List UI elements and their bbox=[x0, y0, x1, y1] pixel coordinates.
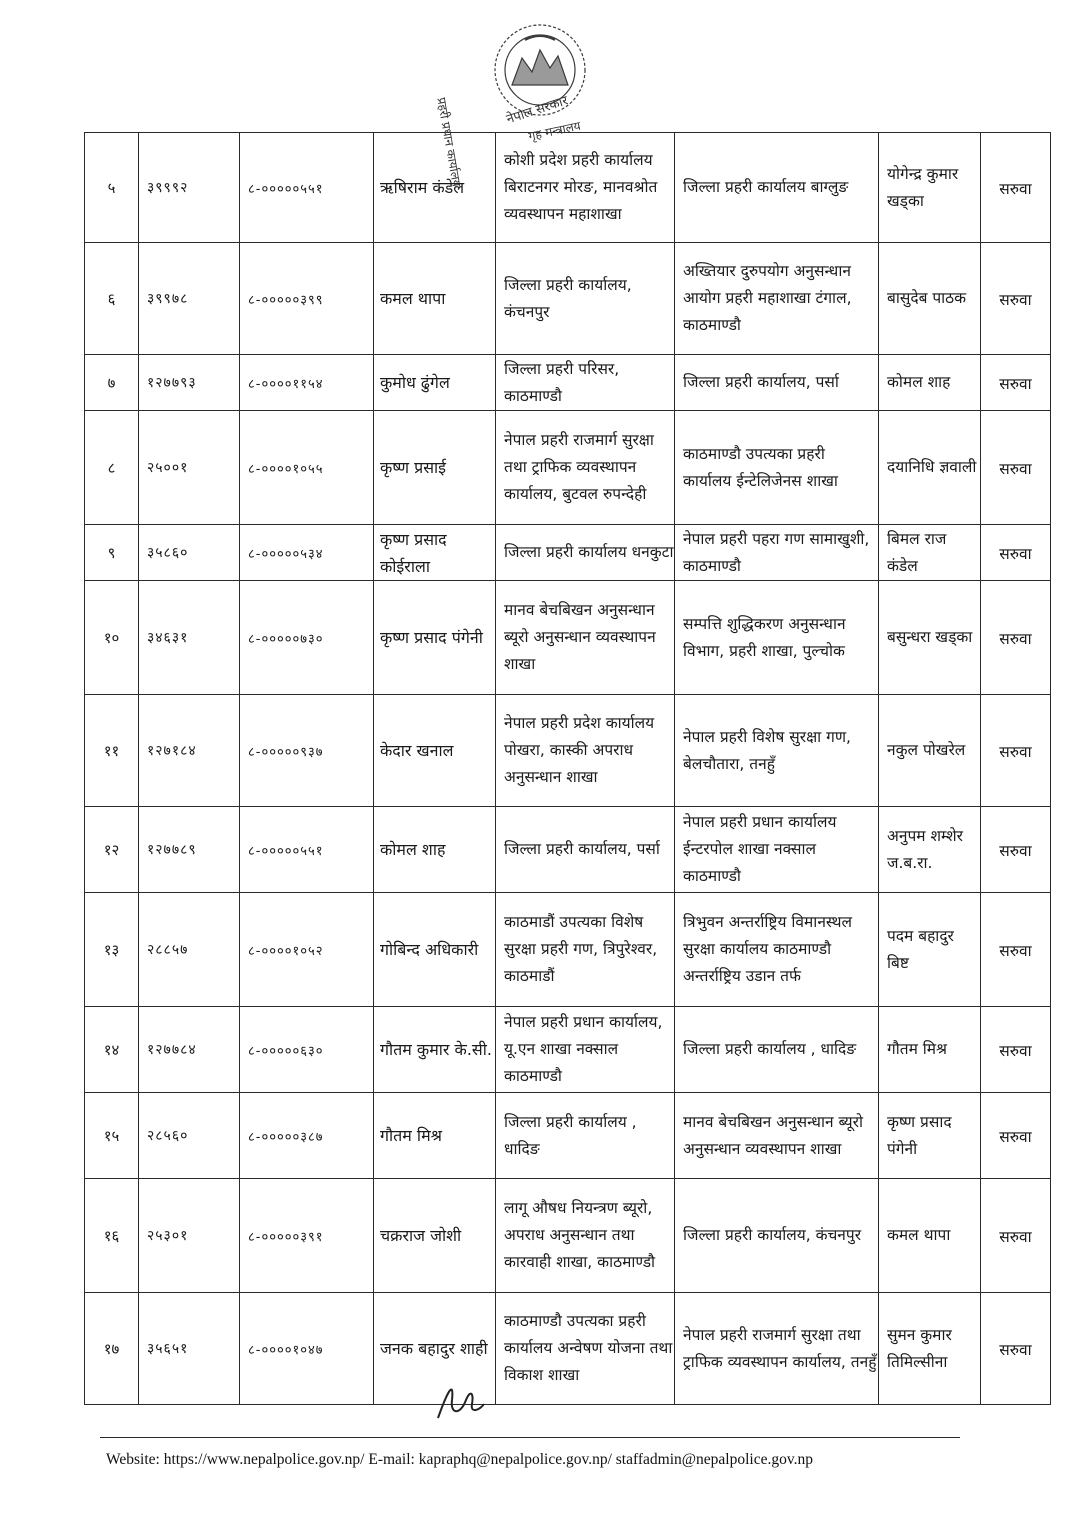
footer-divider bbox=[100, 1437, 960, 1438]
current-office-cell: नेपाल प्रहरी राजमार्ग सुरक्षा तथा ट्राफिक व्यवस्थापन कार्यालय, बुटवल रुपन्देही bbox=[496, 411, 675, 525]
name-cell: गौतम मिश्र bbox=[374, 1093, 496, 1179]
transfer-table bbox=[84, 132, 1051, 1405]
replacement-cell: सुमन कुमार तिमिल्सीना bbox=[879, 1293, 981, 1405]
new-office-cell: नेपाल प्रहरी पहरा गण सामाखुशी, काठमाण्डौ bbox=[675, 525, 879, 581]
employee-code-cell: ८-०००००३८७ bbox=[240, 1093, 374, 1179]
replacement-cell: पदम बहादुर बिष्ट bbox=[879, 893, 981, 1007]
employee-code-cell: ८-००००११५४ bbox=[240, 355, 374, 411]
replacement-cell: कोमल शाह bbox=[879, 355, 981, 411]
remarks-cell: सरुवा bbox=[981, 893, 1051, 1007]
replacement-cell: कमल थापा bbox=[879, 1179, 981, 1293]
serial-number-cell: १५ bbox=[85, 1093, 139, 1179]
table-row bbox=[85, 1293, 1051, 1405]
table-row bbox=[85, 133, 1051, 243]
employee-code-cell: ८-०००००३९१ bbox=[240, 1179, 374, 1293]
police-number-cell: १२७१८४ bbox=[139, 695, 240, 807]
table-row bbox=[85, 525, 1051, 581]
police-number-cell: २५३०१ bbox=[139, 1179, 240, 1293]
current-office-cell: काठमाडौं उपत्यका विशेष सुरक्षा प्रहरी गण, त्रिपुरेश्वर, काठमाडौं bbox=[496, 893, 675, 1007]
replacement-cell: योगेन्द्र कुमार खड्का bbox=[879, 133, 981, 243]
current-office-cell: नेपाल प्रहरी प्रदेश कार्यालय पोखरा, कास्की अपराध अनुसन्धान शाखा bbox=[496, 695, 675, 807]
current-office-cell: जिल्ला प्रहरी कार्यालय, कंचनपुर bbox=[496, 243, 675, 355]
police-number-cell: ३४६३१ bbox=[139, 581, 240, 695]
replacement-cell: बासुदेब पाठक bbox=[879, 243, 981, 355]
name-cell: कुमोध ढुंगेल bbox=[374, 355, 496, 411]
name-cell: कोमल शाह bbox=[374, 807, 496, 893]
new-office-cell: अख्तियार दुरुपयोग अनुसन्धान आयोग प्रहरी महाशाखा टंगाल, काठमाण्डौ bbox=[675, 243, 879, 355]
replacement-cell: अनुपम शम्शेर ज.ब.रा. bbox=[879, 807, 981, 893]
police-number-cell: ३९९७८ bbox=[139, 243, 240, 355]
employee-code-cell: ८-०००००६३० bbox=[240, 1007, 374, 1093]
name-cell: कमल थापा bbox=[374, 243, 496, 355]
replacement-cell: गौतम मिश्र bbox=[879, 1007, 981, 1093]
serial-number-cell: १० bbox=[85, 581, 139, 695]
replacement-cell: बिमल राज कंडेल bbox=[879, 525, 981, 581]
new-office-cell: जिल्ला प्रहरी कार्यालय, कंचनपुर bbox=[675, 1179, 879, 1293]
current-office-cell: कोशी प्रदेश प्रहरी कार्यालय बिराटनगर मोरङ, मानवश्रोत व्यवस्थापन महाशाखा bbox=[496, 133, 675, 243]
name-cell: केदार खनाल bbox=[374, 695, 496, 807]
remarks-cell: सरुवा bbox=[981, 581, 1051, 695]
table-row bbox=[85, 807, 1051, 893]
footer-contact: Website: https://www.nepalpolice.gov.np/ E-mail: kapraphq@nepalpolice.gov.np/ staffadmin@nepalpolice.gov.np bbox=[106, 1451, 813, 1468]
name-cell: गौतम कुमार के.सी. bbox=[374, 1007, 496, 1093]
new-office-cell: जिल्ला प्रहरी कार्यालय, पर्सा bbox=[675, 355, 879, 411]
new-office-cell: नेपाल प्रहरी विशेष सुरक्षा गण, बेलचौतारा, तनहुँ bbox=[675, 695, 879, 807]
serial-number-cell: १२ bbox=[85, 807, 139, 893]
police-number-cell: १२७७८४ bbox=[139, 1007, 240, 1093]
police-number-cell: ३५८६० bbox=[139, 525, 240, 581]
employee-code-cell: ८-०००००५५१ bbox=[240, 807, 374, 893]
police-number-cell: ३९९९२ bbox=[139, 133, 240, 243]
serial-number-cell: १७ bbox=[85, 1293, 139, 1405]
name-cell: कृष्ण प्रसाद कोईराला bbox=[374, 525, 496, 581]
current-office-cell: जिल्ला प्रहरी कार्यालय , धादिङ bbox=[496, 1093, 675, 1179]
name-cell: जनक बहादुर शाही bbox=[374, 1293, 496, 1405]
remarks-cell: सरुवा bbox=[981, 1179, 1051, 1293]
remarks-cell: सरुवा bbox=[981, 1093, 1051, 1179]
table-row bbox=[85, 1007, 1051, 1093]
current-office-cell: लागू औषध नियन्त्रण ब्यूरो, अपराध अनुसन्धान तथा कारवाही शाखा, काठमाण्डौ bbox=[496, 1179, 675, 1293]
name-cell: ऋषिराम कंडेल bbox=[374, 133, 496, 243]
replacement-cell: दयानिधि ज्ञवाली bbox=[879, 411, 981, 525]
table-row bbox=[85, 581, 1051, 695]
current-office-cell: नेपाल प्रहरी प्रधान कार्यालय, यू.एन शाखा नक्साल काठमाण्डौ bbox=[496, 1007, 675, 1093]
seal-text-2: गृह मन्त्रालय bbox=[527, 118, 582, 144]
table-row bbox=[85, 243, 1051, 355]
serial-number-cell: ११ bbox=[85, 695, 139, 807]
remarks-cell: सरुवा bbox=[981, 355, 1051, 411]
remarks-cell: सरुवा bbox=[981, 1293, 1051, 1405]
employee-code-cell: ८-००००१०४७ bbox=[240, 1293, 374, 1405]
replacement-cell: नकुल पोखरेल bbox=[879, 695, 981, 807]
remarks-cell: सरुवा bbox=[981, 525, 1051, 581]
remarks-cell: सरुवा bbox=[981, 807, 1051, 893]
police-number-cell: २८५६० bbox=[139, 1093, 240, 1179]
table-row bbox=[85, 1093, 1051, 1179]
replacement-cell: कृष्ण प्रसाद पंगेनी bbox=[879, 1093, 981, 1179]
table-row bbox=[85, 411, 1051, 525]
remarks-cell: सरुवा bbox=[981, 411, 1051, 525]
remarks-cell: सरुवा bbox=[981, 695, 1051, 807]
new-office-cell: काठमाण्डौ उपत्यका प्रहरी कार्यालय ईन्टेलिजेनस शाखा bbox=[675, 411, 879, 525]
seal-text-3: प्रहरी प्रधान कार्यालय bbox=[434, 96, 464, 188]
employee-code-cell: ८-०००००९३७ bbox=[240, 695, 374, 807]
employee-code-cell: ८-०००००३९९ bbox=[240, 243, 374, 355]
current-office-cell: जिल्ला प्रहरी कार्यालय धनकुटा bbox=[496, 525, 675, 581]
serial-number-cell: ६ bbox=[85, 243, 139, 355]
name-cell: कृष्ण प्रसाई bbox=[374, 411, 496, 525]
remarks-cell: सरुवा bbox=[981, 1007, 1051, 1093]
new-office-cell: मानव बेचबिखन अनुसन्धान ब्यूरो अनुसन्धान व्यवस्थापन शाखा bbox=[675, 1093, 879, 1179]
police-number-cell: १२७७८९ bbox=[139, 807, 240, 893]
signature bbox=[430, 1370, 490, 1430]
serial-number-cell: ५ bbox=[85, 133, 139, 243]
employee-code-cell: ८-०००००५५१ bbox=[240, 133, 374, 243]
employee-code-cell: ८-००००१०५२ bbox=[240, 893, 374, 1007]
serial-number-cell: १६ bbox=[85, 1179, 139, 1293]
serial-number-cell: १३ bbox=[85, 893, 139, 1007]
replacement-cell: बसुन्धरा खड्का bbox=[879, 581, 981, 695]
current-office-cell: मानव बेचबिखन अनुसन्धान ब्यूरो अनुसन्धान व्यवस्थापन शाखा bbox=[496, 581, 675, 695]
name-cell: गोबिन्द अधिकारी bbox=[374, 893, 496, 1007]
police-number-cell: ३५६५१ bbox=[139, 1293, 240, 1405]
seal-text-1: नेपाल सरकार bbox=[504, 93, 570, 128]
employee-code-cell: ८-००००१०५५ bbox=[240, 411, 374, 525]
new-office-cell: नेपाल प्रहरी राजमार्ग सुरक्षा तथा ट्राफिक व्यवस्थापन कार्यालय, तनहुँ bbox=[675, 1293, 879, 1405]
name-cell: कृष्ण प्रसाद पंगेनी bbox=[374, 581, 496, 695]
serial-number-cell: १४ bbox=[85, 1007, 139, 1093]
serial-number-cell: ८ bbox=[85, 411, 139, 525]
table-row bbox=[85, 893, 1051, 1007]
table-body bbox=[85, 133, 1051, 1405]
new-office-cell: जिल्ला प्रहरी कार्यालय , धादिङ bbox=[675, 1007, 879, 1093]
new-office-cell: त्रिभुवन अन्तर्राष्ट्रिय विमानस्थल सुरक्षा कार्यालय काठमाण्डौ अन्तर्राष्ट्रिय उडान तर्फ bbox=[675, 893, 879, 1007]
employee-code-cell: ८-०००००५३४ bbox=[240, 525, 374, 581]
table-row bbox=[85, 1179, 1051, 1293]
table-row bbox=[85, 355, 1051, 411]
remarks-cell: सरुवा bbox=[981, 243, 1051, 355]
name-cell: चक्रराज जोशी bbox=[374, 1179, 496, 1293]
remarks-cell: सरुवा bbox=[981, 133, 1051, 243]
police-number-cell: २८८५७ bbox=[139, 893, 240, 1007]
current-office-cell: जिल्ला प्रहरी परिसर, काठमाण्डौ bbox=[496, 355, 675, 411]
current-office-cell: काठमाण्डौ उपत्यका प्रहरी कार्यालय अन्वेषण योजना तथा विकाश शाखा bbox=[496, 1293, 675, 1405]
new-office-cell: सम्पत्ति शुद्धिकरण अनुसन्धान विभाग, प्रहरी शाखा, पुल्चोक bbox=[675, 581, 879, 695]
police-number-cell: १२७७९३ bbox=[139, 355, 240, 411]
new-office-cell: नेपाल प्रहरी प्रधान कार्यालय ईन्टरपोल शाखा नक्साल काठमाण्डौ bbox=[675, 807, 879, 893]
table-row bbox=[85, 695, 1051, 807]
serial-number-cell: ९ bbox=[85, 525, 139, 581]
employee-code-cell: ८-०००००७३० bbox=[240, 581, 374, 695]
serial-number-cell: ७ bbox=[85, 355, 139, 411]
current-office-cell: जिल्ला प्रहरी कार्यालय, पर्सा bbox=[496, 807, 675, 893]
police-number-cell: २५००१ bbox=[139, 411, 240, 525]
new-office-cell: जिल्ला प्रहरी कार्यालय बाग्लुङ bbox=[675, 133, 879, 243]
